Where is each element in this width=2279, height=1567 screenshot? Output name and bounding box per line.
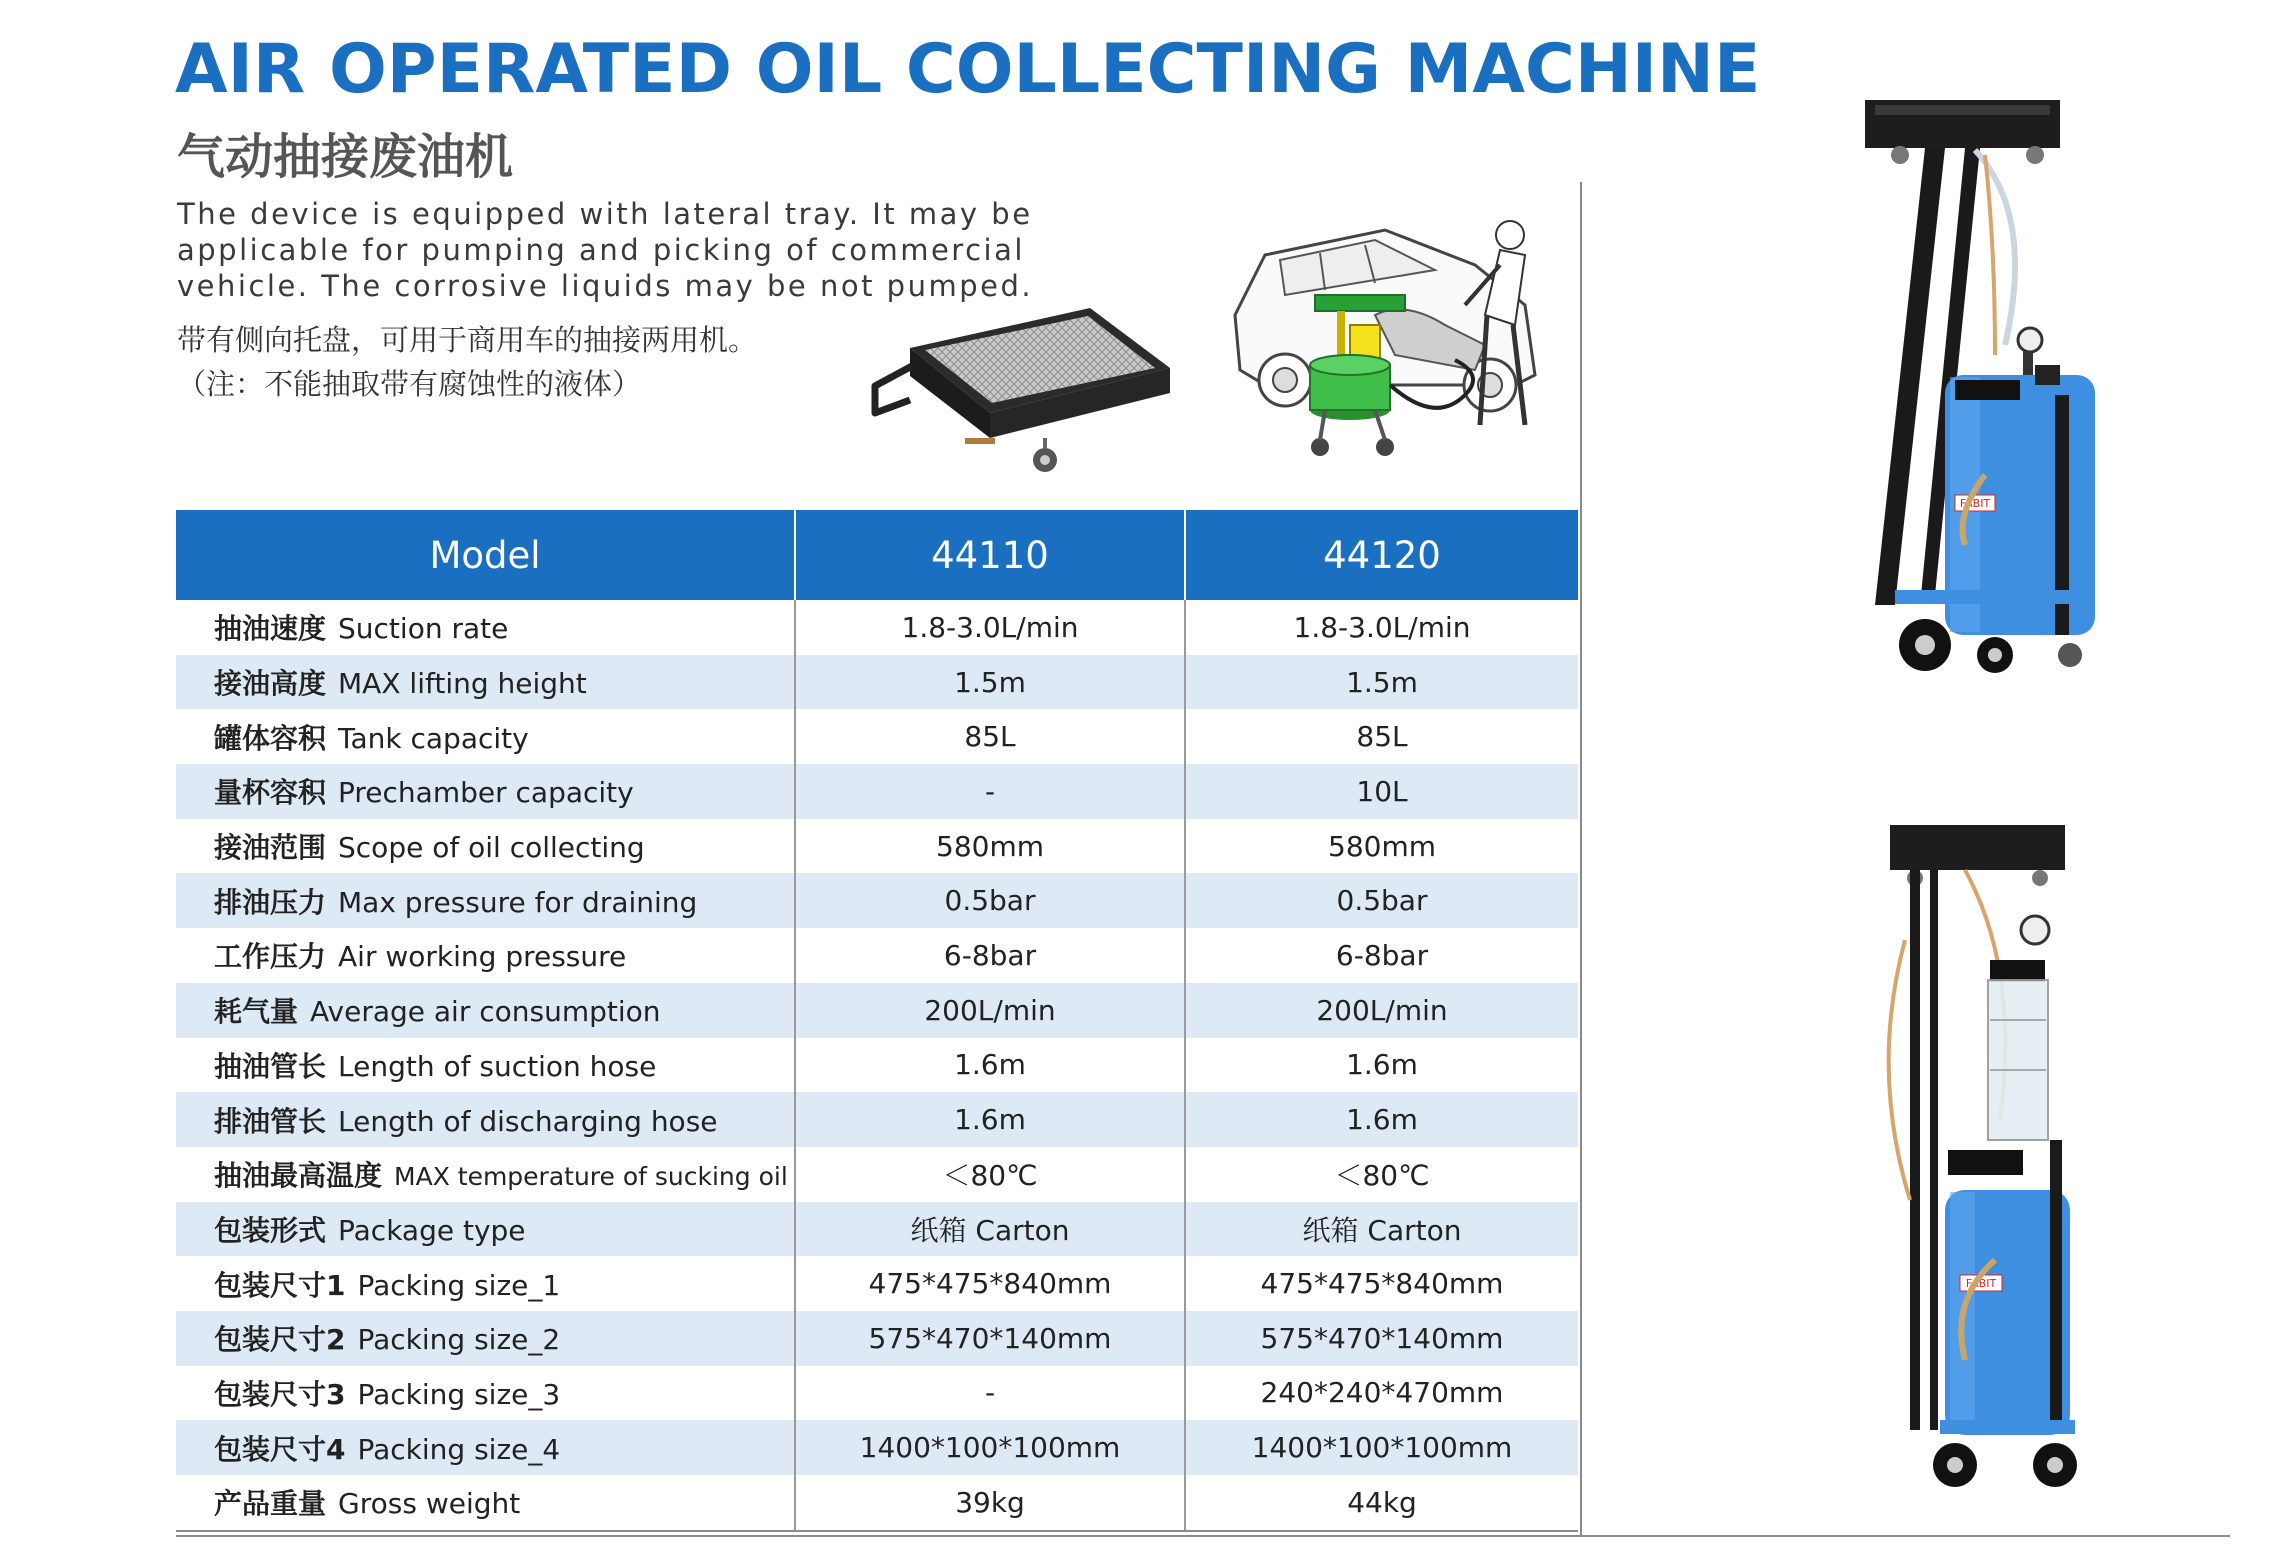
row-label: 抽油最高温度 MAX temperature of sucking oil <box>176 1147 795 1202</box>
table-row <box>176 1420 1578 1475</box>
table-row <box>176 1202 1578 1257</box>
cell-44120: 6-8bar <box>1335 938 1429 972</box>
column-divider <box>1580 182 1582 1537</box>
cell-44110: 0.5bar <box>795 873 1185 928</box>
cell-44110: 纸箱 Carton <box>795 1202 1185 1257</box>
cell-44120: 85L <box>1356 720 1408 754</box>
cell-44120: 纸箱 Carton <box>1185 1202 1578 1257</box>
car-usage-illustration <box>1225 185 1550 475</box>
table-row <box>176 600 1578 655</box>
row-label: 罐体容积 Tank capacity <box>176 709 795 764</box>
description-cn-line1: 带有侧向托盘，可用于商用车的抽接两用机。 <box>177 323 758 357</box>
cell-44120: 1.8-3.0L/min <box>1293 610 1471 644</box>
spec-table <box>176 510 1578 1532</box>
row-label: 包装尺寸2 Packing size_2 <box>176 1311 795 1366</box>
cell-44110: 85L <box>795 709 1185 764</box>
cell-44120: 1400*100*100mm <box>1185 1420 1578 1475</box>
cell-44110: ＜80℃ <box>795 1147 1185 1202</box>
table-row <box>176 1038 1578 1093</box>
row-label: 排油管长 Length of discharging hose <box>176 1092 795 1147</box>
table-header-row <box>176 510 1578 600</box>
brand-logo-44110: FABIT <box>1959 497 1991 510</box>
cell-44110: - <box>795 764 1185 819</box>
bottom-rule <box>176 1535 2230 1537</box>
row-label: 抽油管长 Length of suction hose <box>176 1038 795 1093</box>
row-label: 接油范围 Scope of oil collecting <box>176 819 795 874</box>
tray-illustration <box>870 288 1175 480</box>
cell-44120: 200L/min <box>1185 983 1578 1038</box>
row-label: 工作压力 Air working pressure <box>176 928 795 983</box>
row-label: 耗气量 Average air consumption <box>176 983 795 1038</box>
header-model: Model <box>176 510 795 600</box>
description-en: The device is equipped with lateral tray. It may be applicable for pumping and picking of commercial vehicle. The corrosive liquids may be not pumped. <box>177 197 1034 303</box>
table-row <box>176 655 1578 710</box>
oil-collector-44110-illustration <box>1855 95 2115 685</box>
cell-44110: 39kg <box>795 1475 1185 1531</box>
cell-44110: 1.6m <box>795 1038 1185 1093</box>
table-row <box>176 873 1578 928</box>
product-image-44110 <box>1855 95 2115 685</box>
cell-44120: 575*470*140mm <box>1185 1311 1578 1366</box>
car-mechanic-illustration <box>1225 185 1550 475</box>
page-subtitle-cn: 气动抽接废油机 <box>177 129 514 185</box>
cell-44110: 6-8bar <box>795 928 1185 983</box>
header-model-44120: 44120 <box>1185 510 1578 600</box>
cell-44110: 1400*100*100mm <box>795 1420 1185 1475</box>
row-label: 包装形式 Package type <box>176 1202 795 1257</box>
table-row <box>176 983 1578 1038</box>
cell-44120: 0.5bar <box>1185 873 1578 928</box>
oil-collector-44120-illustration <box>1870 820 2100 1500</box>
table-row <box>176 1147 1578 1202</box>
product-image-44120 <box>1870 820 2100 1500</box>
row-label: 包装尺寸4 Packing size_4 <box>176 1420 795 1475</box>
page-title: AIR OPERATED OIL COLLECTING MACHINE <box>175 30 1761 109</box>
cell-44110: 1.5m <box>795 655 1185 710</box>
row-label: 量杯容积 Prechamber capacity <box>176 764 795 819</box>
cell-44120: 580mm <box>1328 829 1436 863</box>
side-tray-image <box>870 288 1175 480</box>
cell-44120: ＜80℃ <box>1334 1159 1430 1193</box>
table-row <box>176 1311 1578 1366</box>
cell-44110: 1.6m <box>795 1092 1185 1147</box>
cell-44110: 575*470*140mm <box>795 1311 1185 1366</box>
description-cn-line2: （注：不能抽取带有腐蚀性的液体） <box>177 367 642 401</box>
header-model-44110: 44110 <box>795 510 1185 600</box>
cell-44110: 475*475*840mm <box>795 1256 1185 1311</box>
row-label: 包装尺寸1 Packing size_1 <box>176 1256 795 1311</box>
row-label: 接油高度 MAX lifting height <box>176 655 795 710</box>
row-label: 产品重量 Gross weight <box>176 1475 795 1531</box>
cell-44120: 44kg <box>1185 1475 1578 1531</box>
cell-44110: 200L/min <box>795 983 1185 1038</box>
table-row <box>176 1092 1578 1147</box>
table-row <box>176 1256 1578 1311</box>
cell-44120: 1.6m <box>1346 1048 1418 1082</box>
table-row <box>176 819 1578 874</box>
table-row <box>176 764 1578 819</box>
row-label: 包装尺寸3 Packing size_3 <box>176 1366 795 1421</box>
table-row <box>176 1366 1578 1421</box>
table-row <box>176 709 1578 764</box>
description-cn <box>177 318 757 406</box>
brand-logo-44120: FABIT <box>1965 1277 1997 1290</box>
cell-44120: 1.5m <box>1185 655 1578 710</box>
cell-44110: 580mm <box>795 819 1185 874</box>
cell-44120: 475*475*840mm <box>1260 1267 1504 1301</box>
table-row <box>176 928 1578 983</box>
cell-44120: 1.6m <box>1185 1092 1578 1147</box>
cell-44120: 240*240*470mm <box>1260 1376 1504 1410</box>
table-row <box>176 1475 1578 1531</box>
cell-44110: 1.8-3.0L/min <box>795 600 1185 655</box>
cell-44120: 10L <box>1185 764 1578 819</box>
row-label: 抽油速度 Suction rate <box>176 600 795 655</box>
cell-44110: - <box>795 1366 1185 1421</box>
row-label: 排油压力 Max pressure for draining <box>176 873 795 928</box>
